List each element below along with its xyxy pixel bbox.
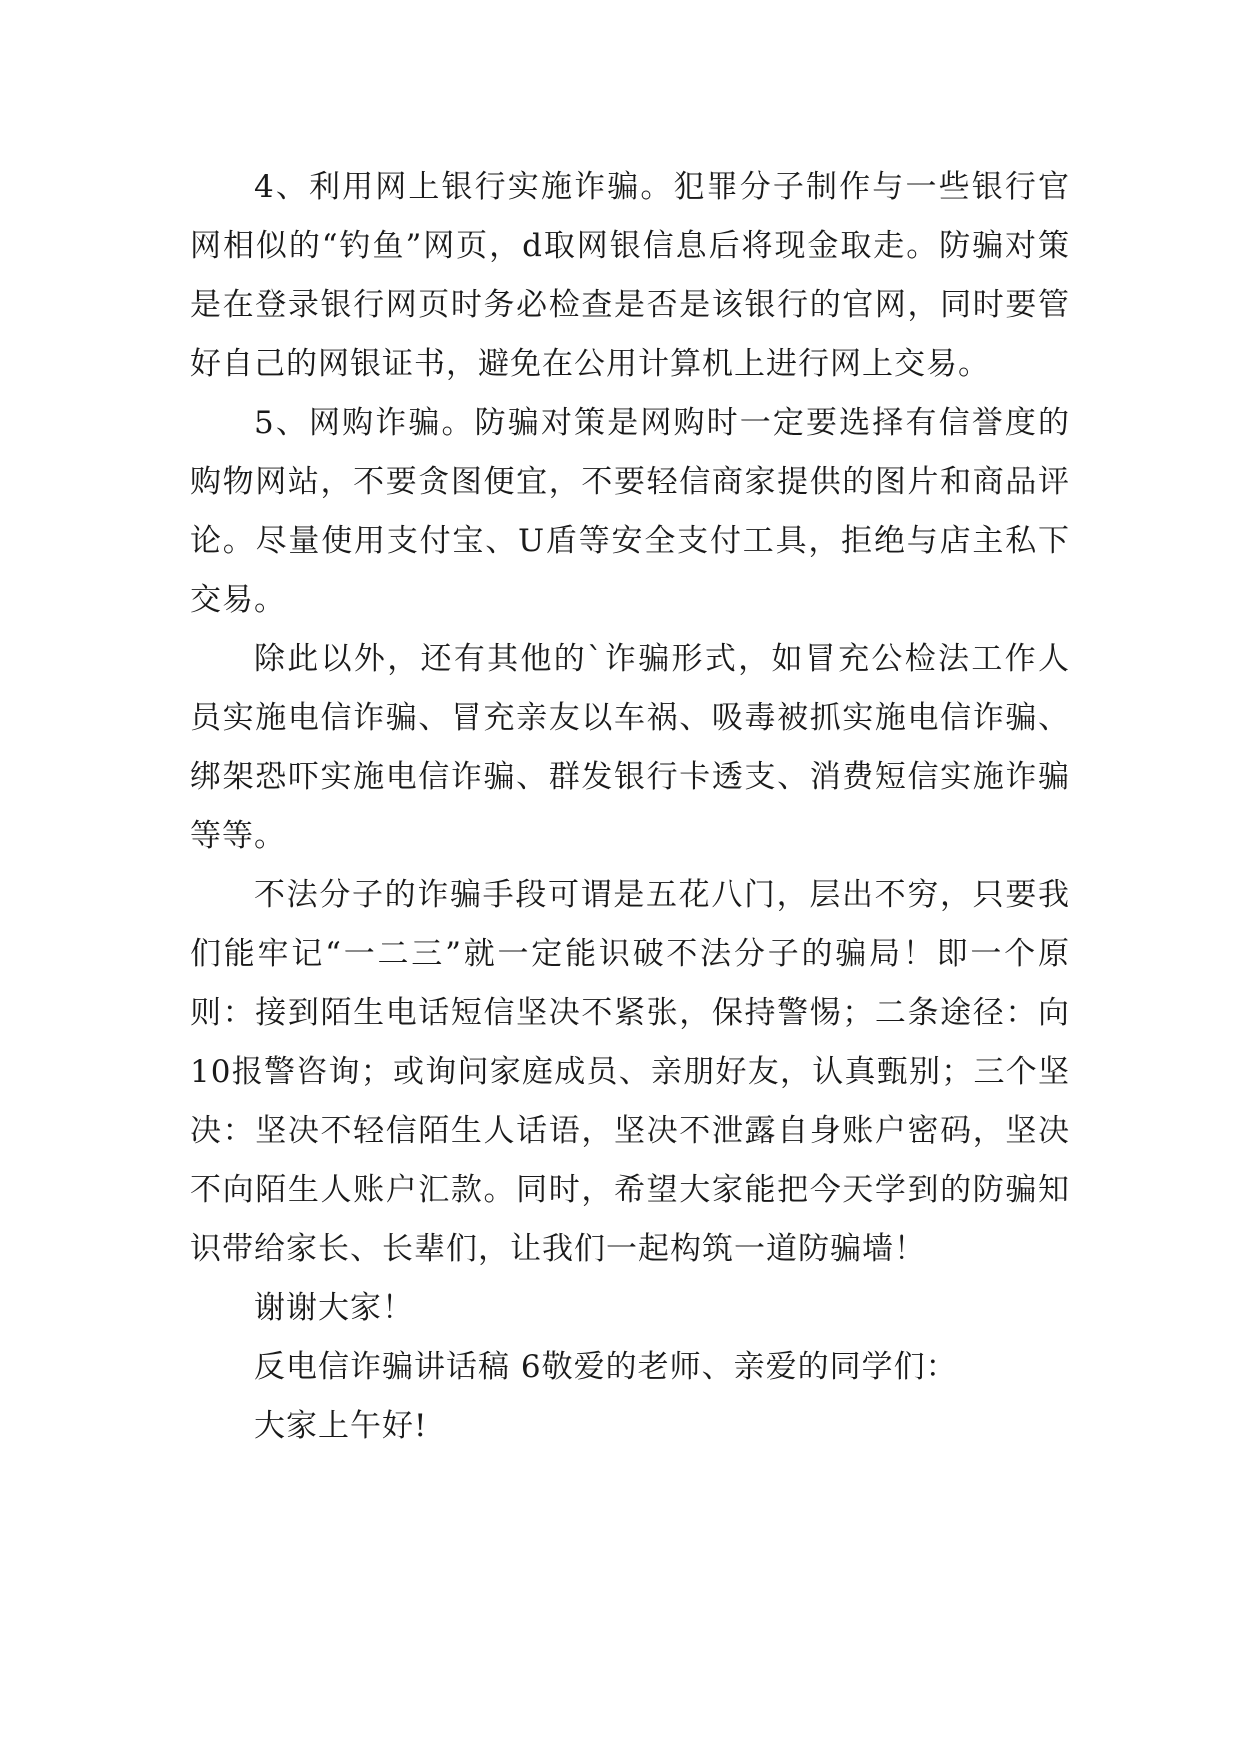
paragraph-online-shopping-fraud: 5、网购诈骗。防骗对策是网购时一定要选择有信誉度的购物网站，不要贪图便宜，不要轻信商家提供的图片和商品评论。尽量使用支付宝、U盾等安全支付工具，拒绝与店主私下交易。 — [190, 405, 1070, 618]
paragraph-thanks: 谢谢大家！ — [254, 1290, 414, 1326]
paragraph-other-fraud-forms: 除此以外，还有其他的`诈骗形式，如冒充公检法工作人员实施电信诈骗、冒充亲友以车祸、吸毒被抓实施电信诈骗、绑架恐吓实施电信诈骗、群发银行卡透支、消费短信实施诈骗等等。 — [190, 641, 1070, 854]
paragraph-greeting: 大家上午好! — [254, 1408, 428, 1444]
paragraph-online-banking-fraud: 4、利用网上银行实施诈骗。犯罪分子制作与一些银行官网相似的“钓鱼”网页，d取网银信息后将现金取走。防骗对策是在登录银行网页时务必检查是否是该银行的官网，同时要管好自己的网银证书，避免在公用计算机上进行网上交易。 — [190, 169, 1070, 382]
paragraph-speech-6-heading: 反电信诈骗讲话稿 6敬爱的老师、亲爱的同学们： — [254, 1349, 958, 1385]
document-body — [190, 158, 1070, 1456]
paragraph-one-two-three-principle: 不法分子的诈骗手段可谓是五花八门，层出不穷，只要我们能牢记“一二三”就一定能识破不法分子的骗局！即一个原则：接到陌生电话短信坚决不紧张，保持警惕；二条途径：向10报警咨询；或询问家庭成员、亲朋好友，认真甄别；三个坚决：坚决不轻信陌生人话语，坚决不泄露自身账户密码，坚决不向陌生人账户汇款。同时，希望大家能把今天学到的防骗知识带给家长、长辈们，让我们一起构筑一道防骗墙！ — [190, 877, 1070, 1267]
